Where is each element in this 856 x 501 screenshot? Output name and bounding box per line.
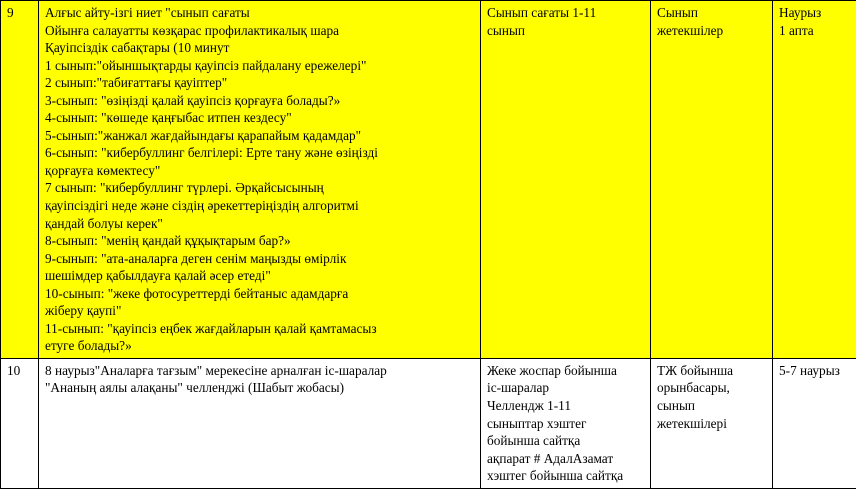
row-responsible-cell <box>651 358 773 488</box>
responsible-line: ТЖ бойынша <box>657 362 734 378</box>
description-line: 7 сынып: "кибербуллинг түрлері. Әрқайсысының <box>45 180 324 196</box>
description-line: 1 сынып:"ойыншықтарды қауіпсіз пайдалану ережелері" <box>45 57 367 73</box>
form-line: ақпарат # АдалАзамат <box>487 450 614 466</box>
description-line: қандай болуы керек" <box>45 215 163 231</box>
row-number-cell <box>1 358 39 488</box>
form-line: Челлендж 1-11 <box>487 398 571 414</box>
date-line: 1 апта <box>779 22 814 38</box>
description-line: 10-сынып: "жеке фотосуреттерді бейтаныс адамдарға <box>45 285 349 301</box>
description-line: 2 сынып:"табиғаттағы қауіптер" <box>45 75 228 91</box>
description-line: Қауіпсіздік сабақтары (10 минут <box>45 40 230 56</box>
form-line: Жеке жоспар бойынша <box>487 362 617 378</box>
form-line: іс-шаралар <box>487 380 550 396</box>
table-body <box>1 1 856 489</box>
form-line: сынып <box>487 22 526 38</box>
form-line: бойынша сайтқа <box>487 433 581 449</box>
row-description-cell <box>39 358 481 488</box>
description-line: 3-сынып: "өзіңізді қалай қауіпсіз қорғауға болады?» <box>45 92 341 108</box>
responsible-line: орынбасары, <box>657 380 730 396</box>
table-row <box>1 1 856 359</box>
form-line: Сынып сағаты 1-11 <box>487 5 597 20</box>
responsible-line: жетекшілер <box>657 22 724 38</box>
row-date-cell <box>773 1 856 359</box>
description-line: 4-сынып: "көшеде қаңғыбас итпен кездесу" <box>45 110 292 126</box>
form-line: сыныптар хэштег <box>487 415 587 431</box>
description-line: 5-сынып:"жанжал жағдайындағы қарапайым қадамдар" <box>45 127 362 143</box>
description-line: 8 наурыз"Аналарға тағзым" мерекесіне арналған іс-шаралар <box>45 362 387 378</box>
row-date-cell <box>773 358 856 488</box>
row-form-cell <box>481 1 651 359</box>
row-number-cell <box>1 1 39 359</box>
date-line: 5-7 наурыз <box>779 362 840 378</box>
description-line: Алғыс айту-ізгі ниет "сынып сағаты <box>45 5 250 20</box>
description-line: етуге болады?» <box>45 338 132 354</box>
description-line: 11-сынып: "қауіпсіз еңбек жағдайларын қалай қамтамасыз <box>45 320 377 336</box>
description-line: 8-сынып: "менің қандай құқықтарым бар?» <box>45 233 291 249</box>
description-line: Ойынға салауатты көзқарас профилактикалық шара <box>45 22 340 38</box>
description-line: қорғауға көмектесу" <box>45 162 161 178</box>
responsible-line: Сынып <box>657 5 698 20</box>
row-number: 9 <box>7 5 14 20</box>
description-line: "Ананың аялы алақаны" челленджі (Шабыт жобасы) <box>45 380 345 396</box>
responsible-line: сынып <box>657 398 696 414</box>
description-line: шешімдер қабылдауға қалай әсер етеді" <box>45 268 271 284</box>
description-line: 6-сынып: "кибербуллинг белгілері: Ерте тану және өзіңізді <box>45 145 378 161</box>
description-line: жіберу қаупі" <box>45 303 122 319</box>
row-form-cell <box>481 358 651 488</box>
row-description-cell <box>39 1 481 359</box>
responsible-line: жетекшілері <box>657 415 727 431</box>
row-responsible-cell <box>651 1 773 359</box>
row-number: 10 <box>7 362 21 378</box>
table-row <box>1 358 856 488</box>
date-line: Наурыз <box>779 5 822 20</box>
form-line: хэштег бойынша сайтқа <box>487 468 624 484</box>
description-line: 9-сынып: "ата-аналарға деген сенім маңызды өмірлік <box>45 250 347 266</box>
description-line: қауіпсіздігі неде және сіздің әрекеттеріңіздің алгоритмі <box>45 198 359 214</box>
